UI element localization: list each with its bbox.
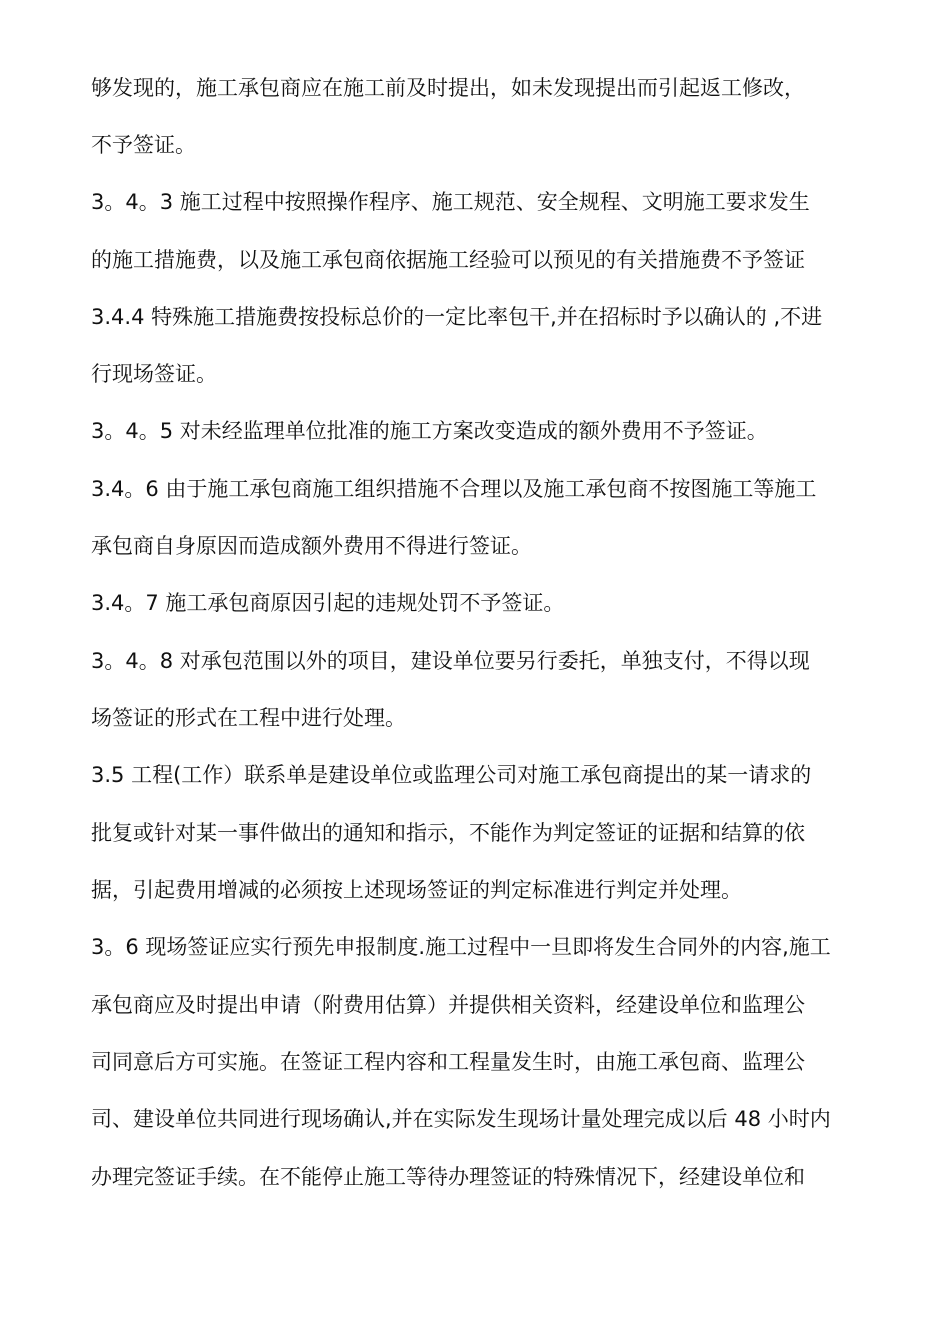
text-line-20: 办理完签证手续。在不能停止施工等待办理签证的特殊情况下，经建设单位和 (91, 1165, 805, 1189)
text-line-10: 3.4。7 施工承包商原因引起的违规处罚不予签证。 (91, 591, 565, 615)
text-line-9: 承包商自身原因而造成额外费用不得进行签证。 (91, 534, 532, 558)
text-line-12: 场签证的形式在工程中进行处理。 (91, 706, 406, 730)
text-line-13: 3.5 工程(工作）联系单是建设单位或监理公司对施工承包商提出的某一请求的 (91, 763, 812, 787)
text-line-5: 3.4.4 特殊施工措施费按投标总价的一定比率包干,并在招标时予以确认的 ,不进 (91, 305, 823, 329)
text-line-15: 据，引起费用增减的必须按上述现场签证的判定标准进行判定并处理。 (91, 878, 742, 902)
text-line-8: 3.4。6 由于施工承包商施工组织措施不合理以及施工承包商不按图施工等施工 (91, 477, 817, 501)
text-line-1: 够发现的，施工承包商应在施工前及时提出，如未发现提出而引起返工修改， (91, 76, 805, 100)
text-line-17: 承包商应及时提出申请（附费用估算）并提供相关资料，经建设单位和监理公 (91, 993, 805, 1017)
text-line-2: 不予签证。 (91, 133, 196, 157)
text-line-7: 3。4。5 对未经监理单位批准的施工方案改变造成的额外费用不予签证。 (91, 419, 768, 443)
text-line-6: 行现场签证。 (91, 362, 217, 386)
text-line-11: 3。4。8 对承包范围以外的项目，建设单位要另行委托，单独支付，不得以现 (91, 649, 810, 673)
text-line-3: 3。4。3 施工过程中按照操作程序、施工规范、安全规程、文明施工要求发生 (91, 190, 810, 214)
text-line-16: 3。6 现场签证应实行预先申报制度.施工过程中一旦即将发生合同外的内容,施工 (91, 935, 831, 959)
text-line-4: 的施工措施费，以及施工承包商依据施工经验可以预见的有关措施费不予签证 (91, 248, 805, 272)
text-line-18: 司同意后方可实施。在签证工程内容和工程量发生时，由施工承包商、监理公 (91, 1050, 805, 1074)
text-line-14: 批复或针对某一事件做出的通知和指示，不能作为判定签证的证据和结算的依 (91, 821, 805, 845)
text-line-19: 司、建设单位共同进行现场确认,并在实际发生现场计量处理完成以后 48 小时内 (91, 1107, 831, 1131)
